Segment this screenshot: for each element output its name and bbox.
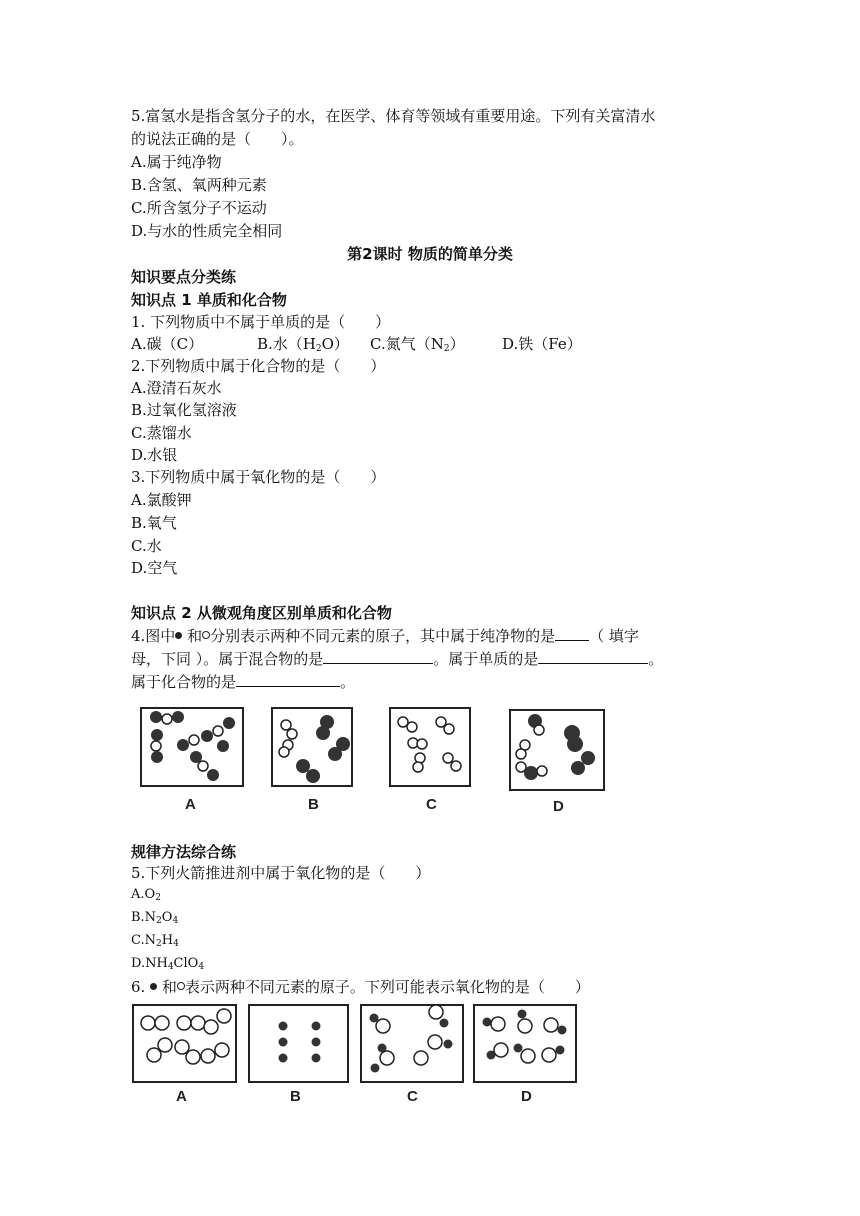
q5-option-a: $A.O_2$ [131, 887, 161, 903]
q4-box-d [510, 710, 604, 790]
section-heading-methods: 规律方法综合练 [131, 843, 237, 861]
q6-label-b: B [290, 1088, 301, 1105]
q3-stem: 3.下列物质中属于氧化物的是（ ） [131, 468, 386, 486]
q4-line3: 属于化合物的是 。 [131, 673, 356, 691]
dark-atom-icon [150, 983, 157, 990]
q2-option-b: B.过氧化氢溶液 [131, 401, 237, 419]
q4-label-c: C [426, 796, 437, 813]
q4-box-b [272, 708, 352, 786]
q6-label-a: A [176, 1088, 187, 1105]
q4-answer-compound-blank[interactable] [236, 671, 340, 687]
q6-label-d: D [521, 1088, 532, 1105]
q4-line1: 4.图中 和 分别表示两种不同元素的原子，其中属于纯净物的是 （ 填字 [131, 627, 639, 645]
light-atom-icon [202, 631, 210, 639]
q4-answer-mixture-blank[interactable] [323, 648, 433, 664]
q1-option-d: D.铁（Fe） [502, 335, 582, 353]
q2-option-a: A.澄清石灰水 [131, 379, 222, 397]
q4-label-a: A [185, 796, 196, 813]
prev-q5-line1: 5.富氢水是指含氢分子的水，在医学、体育等领域有重要用途。下列有关富清水 [131, 107, 656, 125]
q3-option-d: D.空气 [131, 559, 178, 577]
light-atom-icon [177, 982, 185, 990]
q2-option-d: D.水银 [131, 446, 178, 464]
q1-stem: 1. 下列物质中不属于单质的是（ ） [131, 313, 391, 331]
section-heading-knowledge: 知识要点分类练 [131, 268, 237, 286]
q4-particle-diagrams [130, 700, 620, 820]
q3-option-c: C.水 [131, 537, 162, 555]
q6-label-c: C [407, 1088, 418, 1105]
q1-option-a: A.碳（C） [131, 335, 204, 353]
q6-box-c [361, 1005, 463, 1082]
q2-option-c: C.蒸馏水 [131, 424, 192, 442]
q5-stem: 5.下列火箭推进剂中属于氧化物的是（ ） [131, 864, 431, 882]
prev-q5-line2: 的说法正确的是（ ）。 [131, 130, 304, 148]
q6-box-b [249, 1005, 348, 1082]
q1-option-c: C.氮气$(N_2)$ [370, 335, 465, 354]
q3-option-b: B.氧气 [131, 514, 177, 532]
q6-stem: 6. 和 表示两种不同元素的原子。下列可能表示氧化物的是（ ） [131, 978, 590, 996]
knowledge-point-2-title: 知识点 2 从微观角度区别单质和化合物 [131, 604, 392, 622]
q4-box-c [390, 708, 470, 786]
q4-label-d: D [553, 798, 564, 815]
q5-option-c: $C.N_2H_4$ [131, 933, 179, 949]
q1-option-b: B.水$(H_2O)$ [257, 335, 349, 354]
q4-box-a [141, 708, 243, 786]
q4-line2: 母，下同 ）。属于混合物的是 。属于单质的是 。 [131, 650, 664, 668]
lesson-title: 第2课时 物质的简单分类 [347, 245, 513, 263]
prev-q5-option-b: B.含氢、氧两种元素 [131, 176, 267, 194]
q5-option-b: $B.N_2O_4$ [131, 910, 179, 926]
q4-label-b: B [308, 796, 319, 813]
q6-particle-diagrams [130, 1000, 590, 1112]
q4-answer-pure-blank[interactable] [555, 625, 589, 641]
q2-stem: 2.下列物质中属于化合物的是（ ） [131, 357, 386, 375]
prev-q5-option-c: C.所含氢分子不运动 [131, 199, 267, 217]
q6-box-d [474, 1005, 576, 1082]
q4-answer-element-blank[interactable] [538, 648, 648, 664]
q3-option-a: A.氯酸钾 [131, 491, 192, 509]
prev-q5-option-a: A.属于纯净物 [131, 153, 222, 171]
knowledge-point-1-title: 知识点 1 单质和化合物 [131, 291, 287, 309]
prev-q5-option-d: D.与水的性质完全相同 [131, 222, 283, 240]
q5-option-d: $D.NH_4ClO_4$ [131, 956, 205, 972]
dark-atom-icon [175, 632, 182, 639]
q6-box-a [133, 1005, 236, 1082]
